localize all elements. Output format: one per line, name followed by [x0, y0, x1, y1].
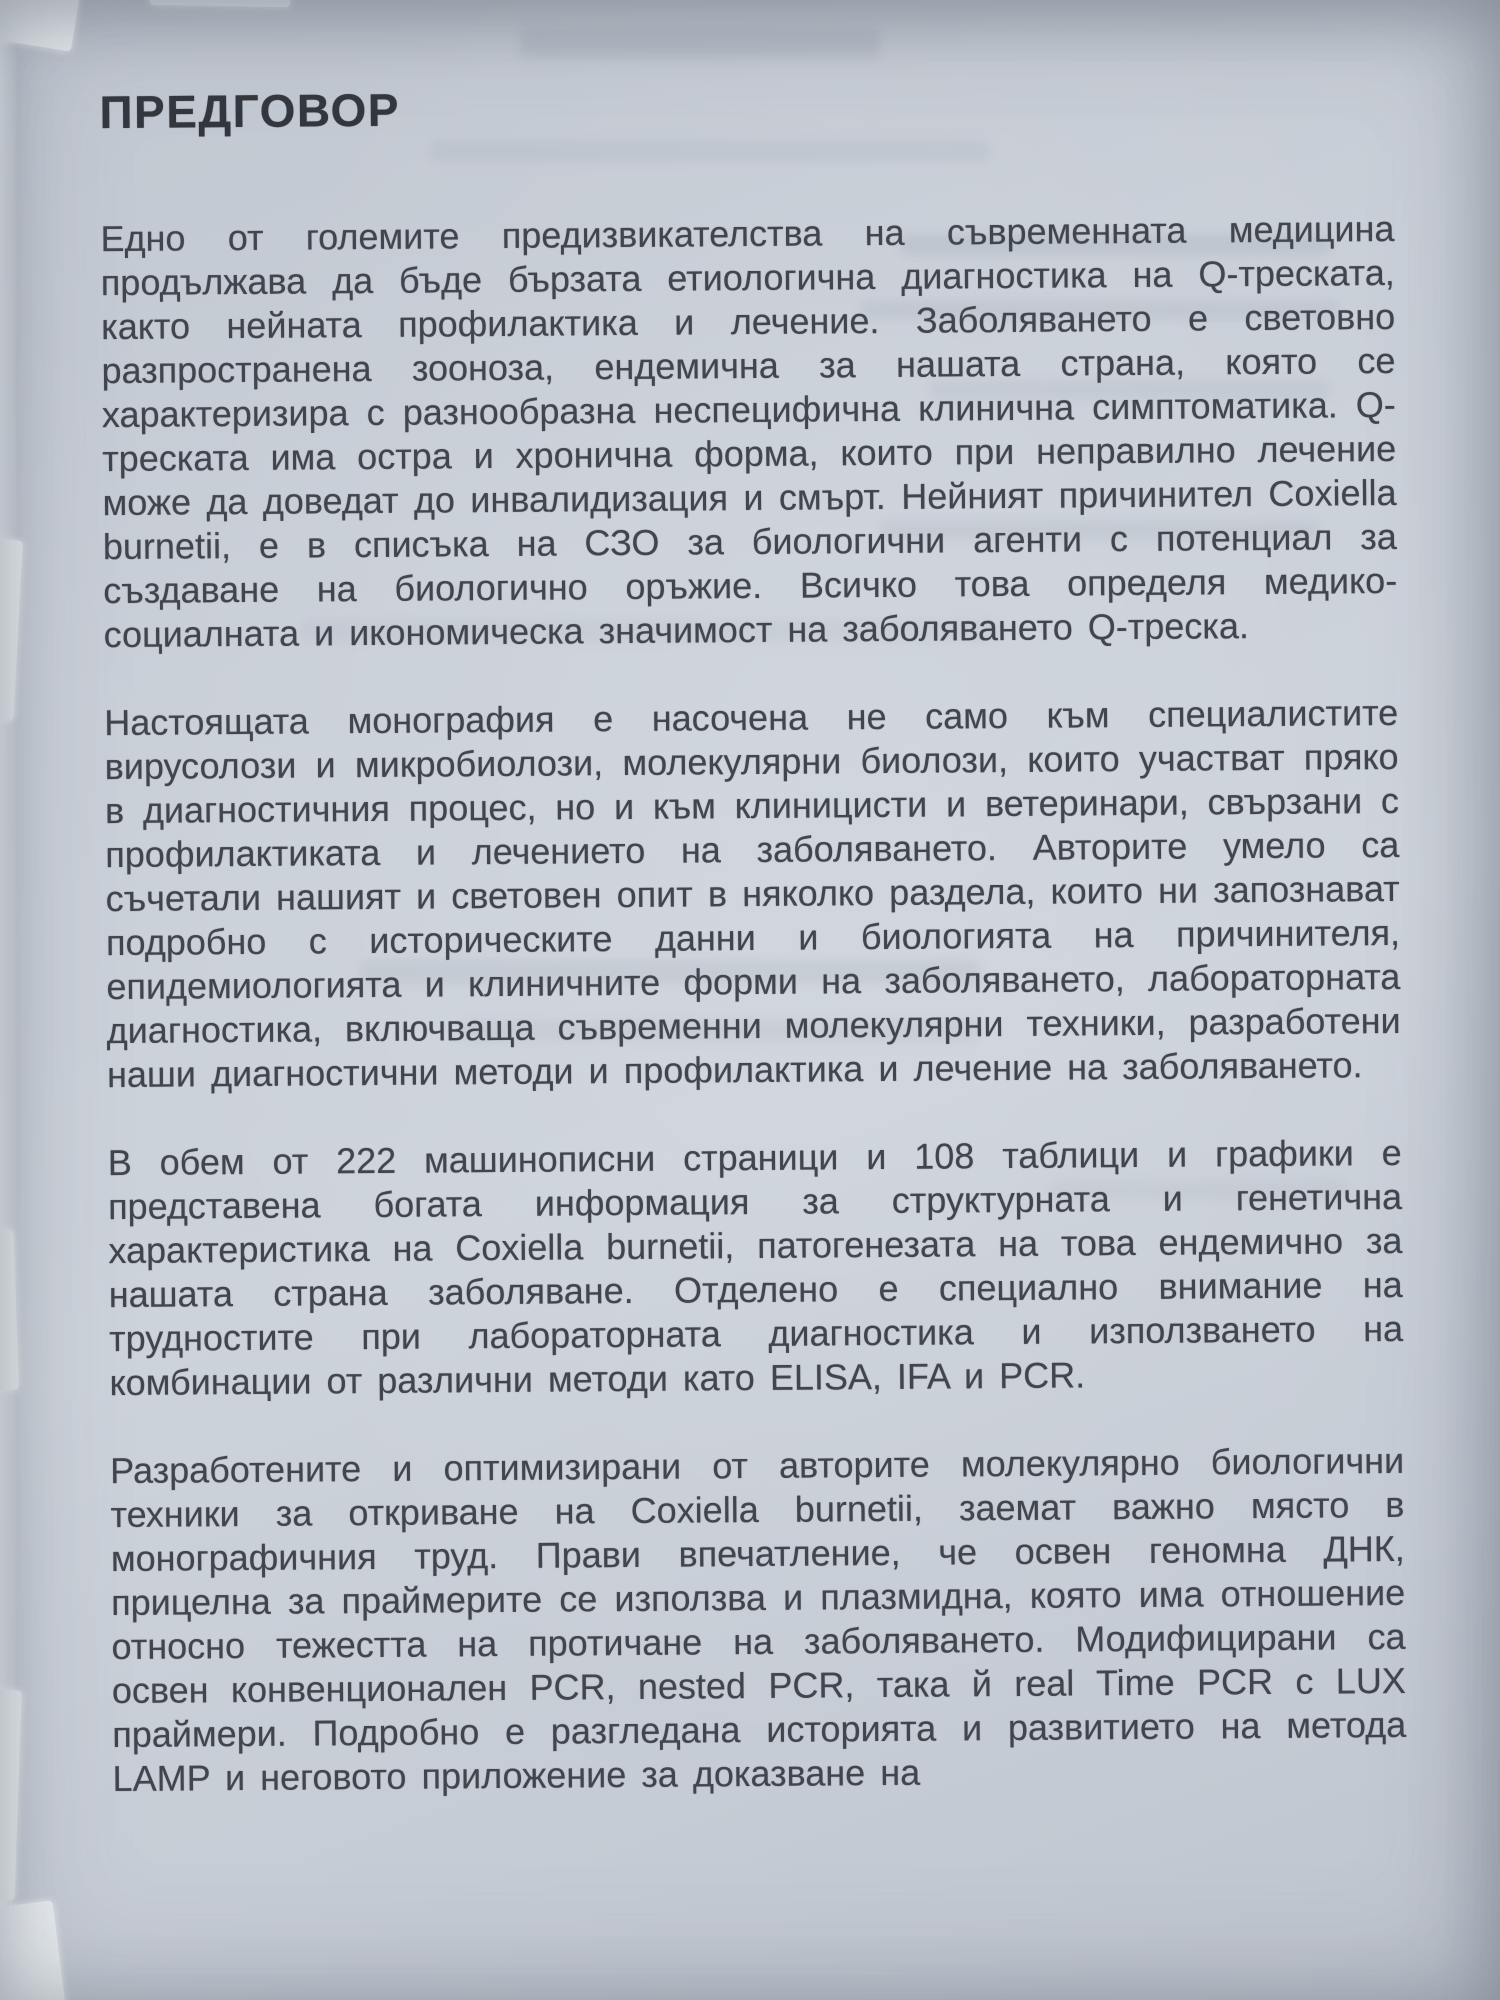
torn-edge-piece [0, 539, 23, 720]
torn-edge-piece [0, 1690, 22, 1901]
paragraph-3: В обем от 222 машинописни страници и 108 таблици и графики е представена богата информация за структурната и генетична характеристика на Coxiella burnetii, патогенезата на това ендемично за нашата страна заболяване. Отделено е специално внимание на трудностите при лабораторната диагностика и използването на комбинации от различни методи като ELISA, IFA и PCR. [107, 1131, 1404, 1404]
bleedthrough-smudge [520, 28, 880, 58]
paragraph-1: Едно от големите предизвикателства на съвременната медицина продължава да бъде бързата етиологична диагностика на Q-треската, както нейната профилактика и лечение. Заболяването е световно разпространена зооноза, ендемична за нашата страна, която се характеризира с разнообразна неспецифична клинична симптоматика. Q-треската има остра и хронична форма, които при неправилно лечение може да доведат до инвалидизация и смърт. Нейният причинител Coxiella burnetii, е в списъка на СЗО за биологични агенти с потенциал за създаване на биологично оръжие. Всичко това определя медико-социалната и икономическа значимост на заболяването Q-треска. [100, 207, 1398, 656]
torn-edge-piece [0, 1901, 67, 2000]
page-title: ПРЕДГОВОР [99, 83, 401, 139]
paragraph-2: Настоящата монография е насочена не само към специалистите вирусолози и микробиолози, молекулярни биолози, които участват пряко в диагностичния процес, но и към клиницисти и ветеринари, свързани с профилактиката и лечението на заболяването. Авторите умело са съчетали нашият и световен опит в няколко раздела, които ни запознават подробно с историческите данни и биологията на причинителя, епидемиологията и клиничните форми на заболяването, лабораторната диагностика, включваща съвременни молекулярни техники, разработени наши диагностични методи и профилактика и лечение на заболяването. [104, 691, 1401, 1096]
paragraph-4: Разработените и оптимизирани от авторите молекулярно биологични техники за откриване на Coxiella burnetii, заемат важно място в монографичния труд. Прави впечатление, че освен геномна ДНК, прицелна за праймерите се използва и плазмидна, която има отношение относно тежестта на протичане на заболяването. Модифицирани са освен конвенционален PCR, nested PCR, така й real Time PCR с LUX праймери. Подробно е разгледана историята и развитието на метода LAMP и неговото приложение за доказване на [110, 1439, 1407, 1800]
page-text-block [99, 75, 1406, 1801]
torn-edge-piece [150, 0, 290, 7]
